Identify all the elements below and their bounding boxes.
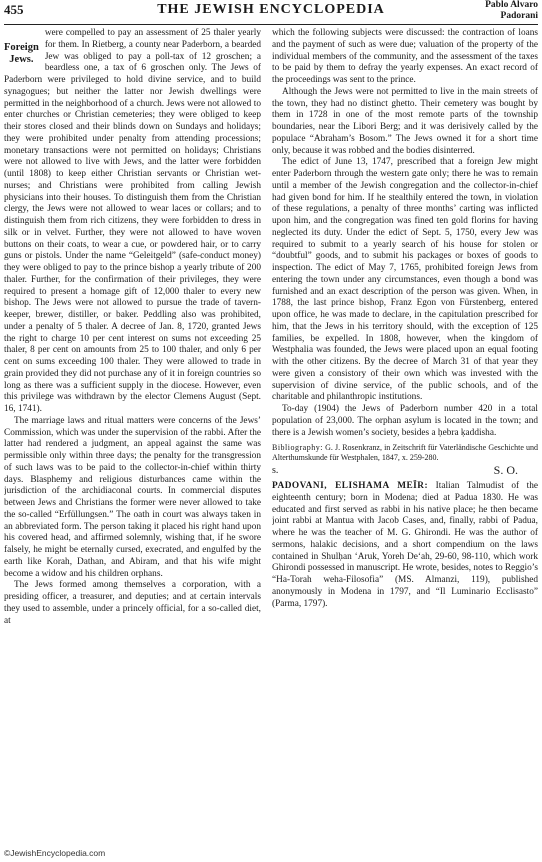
bibliography-text: G. J. Rosenkranz, in Zeitschrift für Vaterländische Geschichte und Alterthumskunde für Westphalen, 1847, x. 259-280.	[272, 443, 538, 463]
corner-keyword-2: Padorani	[500, 11, 538, 21]
paragraph: The Jews formed among themselves a corporation, with a presiding officer, a treasurer, and deputies; and at certain intervals they used to assemble, under a princely official, for a so-called diet, at	[4, 580, 261, 626]
paragraph: which the following subjects were discussed: the contraction of loans and the payment of such as were due; valuation of the property of the individual members of the community, and the assessment of the taxes to be paid by them to defray the yearly expenses. An exact record of the proceedings was sent to the prince.	[272, 28, 538, 85]
author-signature: S. O.	[493, 463, 518, 478]
left-column	[4, 28, 261, 854]
watermark: ©JewishEncyclopedia.com	[4, 848, 106, 858]
running-title: THE JEWISH ENCYCLOPEDIA	[157, 2, 385, 17]
paragraph	[4, 28, 261, 416]
corner-keywords	[485, 0, 538, 22]
paragraph-text: were compelled to pay an assessment of 25 thaler yearly for them. In Rietberg, a county near Paderborn, a bearded Jew was obliged to pay a poll-tax of 12 groschen; a beardless one, a tax of 6 groschen only. The Jews of Paderborn were privileged to hold divine service, and to build synagogues; but neither the latter nor Jewish dwellings were permitted in the neighborhood of a church. Jews were not allowed to enter churches or Christian cemeteries; they were obliged to keep their stores closed and their blinds down on Sundays and holidays; they were prohibited under penalty from attending processions; monetary transactions were not permitted on holidays; Christians were not allowed to live with Jews, and the latter were forbidden (until 1808) to keep either Christian servants or Christian wet-nurses; and Christians were prohibited from calling Jewish physicians into their houses. To distinguish them from the Christian clergy, the Jews were not allowed to wear laces or collars; and to distinguish them from rich citizens, they were forbidden to dress in silk or in velvet. Further, they were not allowed to have woven buttons on their coats, to wear a cue, or powdered hair, or to carry guns or pistols. Under the name “Geleitgeld” (safe-conduct money) they were obliged to pay to the prince bishop a yearly tribute of 200 thaler. Further, for the confirmation of their privileges, they were required to present a homage gift of 12,000 thaler to every new bishop. The Jews were not allowed to pursue the trade of tavern-keeper, brewer, distiller, or baker. Peddling also was prohibited, under a penalty of 5 thaler. A decree of Jan. 8, 1720, granted Jews the right to charge 10 per cent interest on sums not exceeding 25 thaler, 8 per cent on amounts from 25 to 100 thaler, and only 6 per cent on sums exceeding 100 thaler. They were allowed to trade in grain provided they did not purchase any of it in foreign countries so long as there was a sufficient supply in the diocese. However, even this privilege was withdrawn by the elector Clemens August (Sept. 16, 1741).	[4, 28, 261, 414]
right-column	[272, 28, 538, 854]
signature-row	[272, 465, 538, 477]
side-heading-foreign-jews: Foreign Jews.	[4, 42, 39, 65]
page-number: 455	[4, 2, 24, 17]
entry-text: Italian Talmudist of the eighteenth century; born in Modena; died at Padua 1830. He was educated and first served as rabbi in his native place; he then became joint rabbi at Mantua with Jacob Cases, and, finally, rabbi of Padua, where he was the teacher of M. G. Ghirondi. He was the author of sermons, halakic decisions, and a short compendium on the laws contained in Shulḥan ‘Aruk, Yoreh De‘ah, 29-60, 98-110, which work Ghirondi possessed in manuscript. He wrote, besides, notes to Reggio’s “Ha-Torah weha-Filosofia” (MS. Almanzi, 119), published anonymously in Modena in 1797, and “Il Luminario Ecclisasto” (Parma, 1797).	[272, 481, 538, 609]
paragraph: To-day (1904) the Jews of Paderborn number 420 in a total population of 23,000. The orphan asylum is located in the town; and there is a Jewish women’s society, besides a ḥebra ḳaddisha.	[272, 404, 538, 438]
paragraph: The marriage laws and ritual matters were concerns of the Jews’ Commission, which was under the supervision of the rabbi. After the latter had rendered a judgment, an appeal against the same was permissible only within three days; the penalty for the transgression of such laws was to be paid to the collector-in-chief within thirty days. Blasphemy and religious disturbances came within the jurisdiction of the archidiaconal courts. In commercial disputes between Jews and Christians the former were never allowed to take the so-called “Erfüllungsen.” The oath in court was always taken in an abbreviated form. The person taking it placed his right hand upon his covered head, and affirmed solemnly, wishing that, if he swore falsely, he might be eternally cursed, execrated, and engulfed by the earth like Korah, Dathan, and Abiram, and that his wife might become a widow and his children orphans.	[4, 415, 261, 579]
bibliography-label: Bibliography:	[272, 443, 323, 453]
paragraph: Although the Jews were not permitted to live in the main streets of the town, they had no distinct ghetto. Their cemetery was bought by them in 1728 in one of the most remote parts of the township boundaries, near the Libori Berg; and it was derisively called by the populace “Abraham’s Bosom.” The Jews owned it for a short time only, because it was robbed and the bodies disinterred.	[272, 86, 538, 156]
entry-heading: PADOVANI, ELISHAMA MEÏR:	[272, 481, 429, 491]
bibliography	[272, 443, 538, 463]
entry	[272, 481, 538, 610]
paragraph: The edict of June 13, 1747, prescribed that a foreign Jew might enter Paderborn through the western gate only; there he was to remain until a member of the Jewish congregation and the collector-in-chief had given bond for him. If he stealthily entered the town, in violation of these regulations, a penalty of three months’ carting was inflicted upon him, and the congregation was fined ten gold florins for having neglected its duty. Under the edict of Sept. 5, 1750, every Jew was required to submit to a yearly search of his house for stolen or “doubtful” goods, and to submit his packages or boxes of goods to inspection. The edict of May 7, 1765, prohibited foreign Jews from entering the town under any circumstances, even though a bond was furnished and an exact description of the person was given. When, in 1788, the last prince bishop, Franz Egon von Fürstenberg, entered upon office, he was made to declare, in the capitulation prescribed for him, that the Jews in his territory should, with the exception of 125 families, be expelled. In 1808, however, when the kingdom of Westphalia was founded, the Jews were placed upon an equal footing with the other citizens. By the decree of March 31 of that year they were given a consistory of their own which was invested with the supervision of divine service, of the public schools, and of the charitable and philanthropic institutions.	[272, 157, 538, 403]
corner-keyword-1: Pablo Alvaro	[485, 0, 538, 10]
page-header	[4, 0, 538, 25]
subject-mark: s.	[272, 465, 279, 477]
